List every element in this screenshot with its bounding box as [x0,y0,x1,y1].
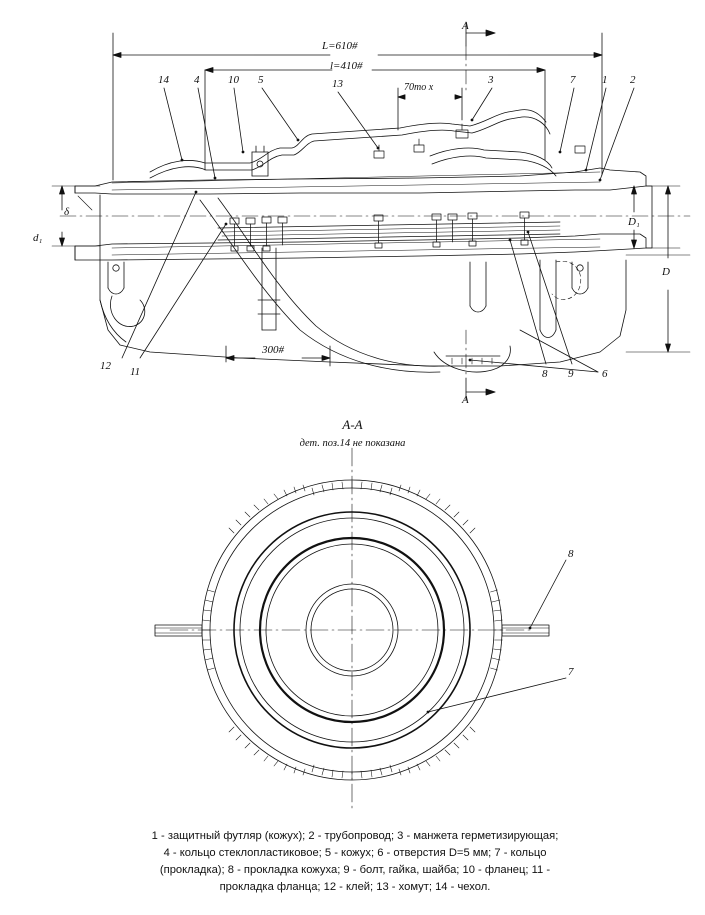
leader-4: 4 [194,74,200,86]
dim-d1: d₁ [33,232,43,244]
caption-line-3: (прокладка); 8 - прокладка кожуха; 9 - болт, гайка, шайба; 10 - фланец; 11 - [159,864,551,876]
section-title-text: А-А [342,417,363,432]
section-mark-top: А [462,20,469,32]
section-title [0,416,705,434]
leader-2: 2 [630,74,636,86]
dim-length-inner: l=410# [330,60,363,72]
caption-line-4: прокладка фланца; 12 - клей; 13 - хомут; 14 - чехол. [219,881,491,893]
leader-section-7: 7 [568,666,574,678]
dim-D: D [662,266,670,278]
leader-9: 9 [568,368,574,380]
figure-caption [60,828,650,896]
caption-line-2: 4 - кольцо стеклопластиковое; 5 - кожух; 6 - отверстия D=5 мм; 7 - кольцо [163,847,547,859]
leader-1: 1 [602,74,608,86]
leader-11: 11 [130,366,141,378]
leader-6: 6 [602,368,608,380]
leader-14: 14 [158,74,169,86]
dim-delta: δ [64,206,70,218]
dim-D1: D₁ [628,216,640,228]
leader-3: 3 [488,74,494,86]
section-note-text: дет. поз.14 не показана [299,438,406,449]
leader-7: 7 [570,74,576,86]
leader-5: 5 [258,74,264,86]
leader-8: 8 [542,368,548,380]
leader-10: 10 [228,74,239,86]
dim-max-gap: 70mo x [404,82,434,93]
leader-12: 12 [100,360,111,372]
dim-base-300: 300# [262,344,284,356]
leader-13: 13 [332,78,343,90]
dim-length-outer: L=610# [322,40,358,52]
leader-section-8: 8 [568,548,574,560]
caption-line-1: 1 - защитный футляр (кожух); 2 - трубопровод; 3 - манжета герметизирующая; [151,830,559,842]
section-note-wrap [0,433,705,451]
section-mark-bottom: А [462,394,469,406]
